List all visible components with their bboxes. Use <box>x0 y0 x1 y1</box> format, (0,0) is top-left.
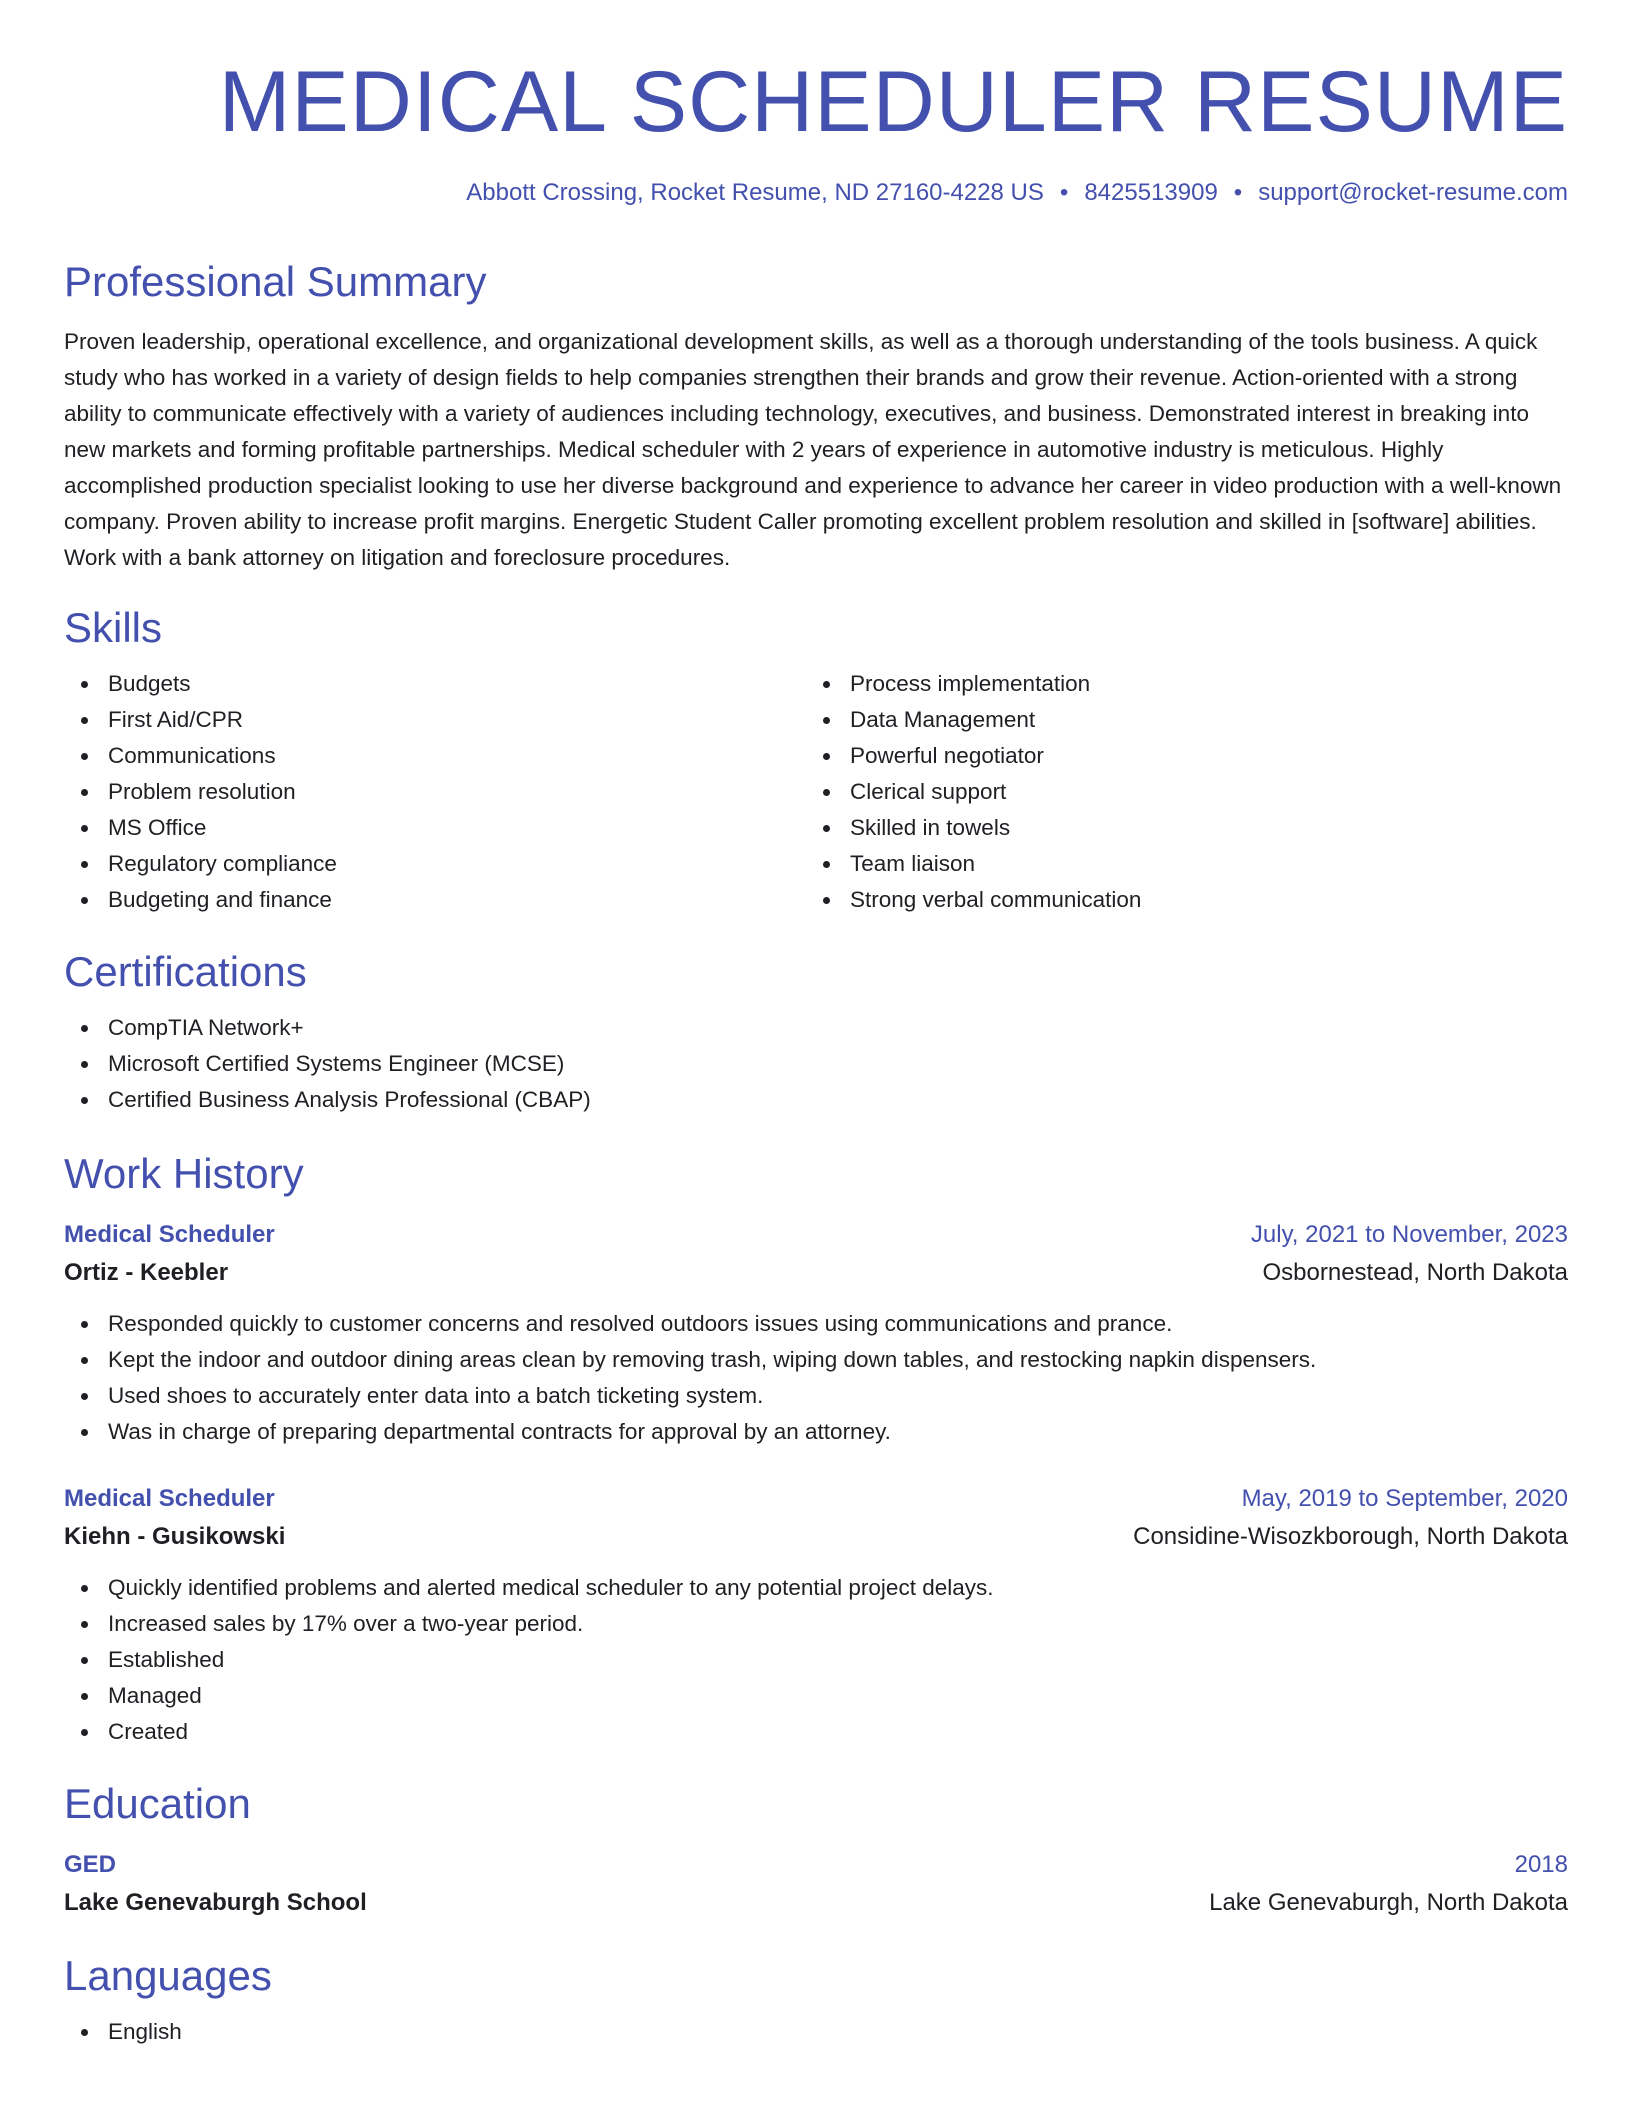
skill-item: Regulatory compliance <box>64 846 806 882</box>
skill-item: Data Management <box>806 702 1548 738</box>
education-heading: Education <box>64 1780 251 1827</box>
education-school: Lake Genevaburgh School <box>64 1889 367 1916</box>
summary-heading: Professional Summary <box>64 258 487 305</box>
skills-grid <box>64 666 1568 918</box>
skill-item: Budgeting and finance <box>64 882 806 918</box>
skill-item: Clerical support <box>806 774 1548 810</box>
job-bullet: Quickly identified problems and alerted medical scheduler to any potential project delays. <box>64 1570 1568 1606</box>
education-degree: GED <box>64 1851 117 1878</box>
job-bullet: Increased sales by 17% over a two-year period. <box>64 1606 1568 1642</box>
job-bullet: Kept the indoor and outdoor dining areas clean by removing trash, wiping down tables, and restocking napkin dispensers. <box>64 1342 1568 1378</box>
certifications-heading: Certifications <box>64 948 307 995</box>
education-entry <box>64 1846 1568 1922</box>
languages-list <box>64 2014 1568 2050</box>
skill-item: Process implementation <box>806 666 1548 702</box>
skill-item: Skilled in towels <box>806 810 1548 846</box>
education-year: 2018 <box>1514 1851 1568 1878</box>
education-subheader <box>64 1884 1568 1922</box>
job-bullet: Established <box>64 1642 1568 1678</box>
job-location: Osbornestead, North Dakota <box>1262 1259 1568 1286</box>
contact-email: support@rocket-resume.com <box>1258 179 1568 206</box>
job-bullets <box>64 1570 1568 1750</box>
job-title: Medical Scheduler <box>64 1221 275 1248</box>
skill-item: Strong verbal communication <box>806 882 1548 918</box>
education-location: Lake Genevaburgh, North Dakota <box>1209 1889 1568 1916</box>
job-subheader <box>64 1518 1568 1556</box>
skill-item: Team liaison <box>806 846 1548 882</box>
skill-item: Budgets <box>64 666 806 702</box>
skills-column-right <box>806 666 1548 918</box>
certification-item: CompTIA Network+ <box>64 1010 1568 1046</box>
languages-heading: Languages <box>64 1952 272 1999</box>
contact-separator: • <box>1233 179 1243 206</box>
certification-item: Certified Business Analysis Professional (CBAP) <box>64 1082 1568 1118</box>
job-bullet: Was in charge of preparing departmental contracts for approval by an attorney. <box>64 1414 1568 1450</box>
work-heading: Work History <box>64 1150 304 1197</box>
job-bullet: Created <box>64 1714 1568 1750</box>
job-header <box>64 1216 1568 1254</box>
job-header <box>64 1480 1568 1518</box>
job-title: Medical Scheduler <box>64 1485 275 1512</box>
job-entry <box>64 1480 1568 1750</box>
skill-item: First Aid/CPR <box>64 702 806 738</box>
contact-separator: • <box>1059 179 1069 206</box>
job-bullets <box>64 1306 1568 1450</box>
job-company: Kiehn - Gusikowski <box>64 1523 286 1550</box>
job-company: Ortiz - Keebler <box>64 1259 229 1286</box>
skills-column-left <box>64 666 806 918</box>
education-header <box>64 1846 1568 1884</box>
summary-text: Proven leadership, operational excellence, and organizational development skills, as well as a thorough understanding of the tools business. A quick study who has worked in a variety of design fields to help companies strengthen their brands and grow their revenue. Action-oriented with a strong ability to communicate effectively with a variety of audiences including technology, executives, and business. Demonstrated interest in breaking into new markets and forming profitable partnerships. Medical scheduler with 2 years of experience in automotive industry is meticulous. Highly accomplished production specialist looking to use her diverse background and experience to advance her career in video production with a well-known company. Proven ability to increase profit margins. Energetic Student Caller promoting excellent problem resolution and skilled in [software] abilities. Work with a bank attorney on litigation and foreclosure procedures. <box>64 329 1562 570</box>
job-location: Considine-Wisozkborough, North Dakota <box>1133 1523 1568 1550</box>
certifications-section <box>64 946 1568 1118</box>
job-entry <box>64 1216 1568 1450</box>
skills-section <box>64 602 1568 918</box>
certifications-list <box>64 1010 1568 1118</box>
certification-item: Microsoft Certified Systems Engineer (MCSE) <box>64 1046 1568 1082</box>
skill-item: Communications <box>64 738 806 774</box>
job-bullet: Managed <box>64 1678 1568 1714</box>
contact-line <box>64 178 1568 208</box>
job-dates: July, 2021 to November, 2023 <box>1250 1221 1568 1248</box>
resume-title: MEDICAL SCHEDULER RESUME <box>218 54 1568 150</box>
work-section <box>64 1148 1568 1750</box>
contact-address: Abbott Crossing, Rocket Resume, ND 27160-4228 US <box>466 179 1044 206</box>
languages-section <box>64 1950 1568 2050</box>
job-dates: May, 2019 to September, 2020 <box>1241 1485 1568 1512</box>
skill-item: Problem resolution <box>64 774 806 810</box>
education-section <box>64 1778 1568 1922</box>
summary-section <box>64 256 1568 576</box>
job-subheader <box>64 1254 1568 1292</box>
contact-phone: 8425513909 <box>1084 179 1218 206</box>
job-bullet: Responded quickly to customer concerns and resolved outdoors issues using communications and prance. <box>64 1306 1568 1342</box>
skill-item: Powerful negotiator <box>806 738 1548 774</box>
job-bullet: Used shoes to accurately enter data into a batch ticketing system. <box>64 1378 1568 1414</box>
skills-heading: Skills <box>64 604 163 651</box>
language-item: English <box>64 2014 1568 2050</box>
skill-item: MS Office <box>64 810 806 846</box>
